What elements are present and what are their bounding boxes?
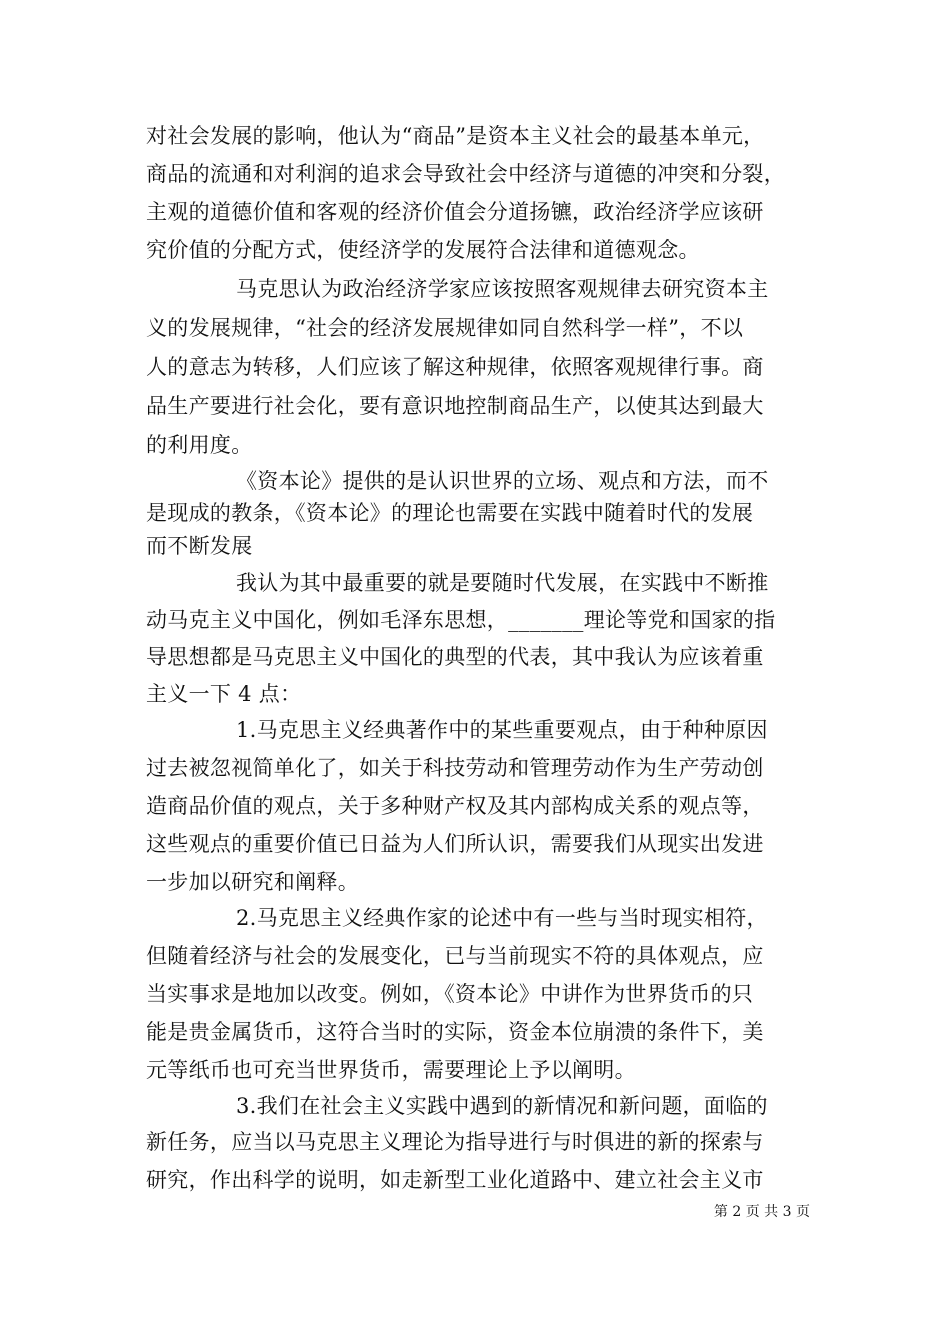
text-line: 商品的流通和对利润的追求会导致社会中经济与道德的冲突和分裂， xyxy=(146,162,785,186)
text-line: 人的意志为转移，人们应该了解这种规律，依照客观规律行事。商 xyxy=(146,355,764,379)
text-line: 1.马克思主义经典著作中的某些重要观点，由于种种原因 xyxy=(236,718,768,742)
text-line: 造商品价值的观点，关于多种财产权及其内部构成关系的观点等， xyxy=(146,794,764,818)
text-line: 主义一下 4 点： xyxy=(146,682,302,706)
text-line: 但随着经济与社会的发展变化，已与当前现实不符的具体观点，应 xyxy=(146,944,764,968)
text-line: 当实事求是地加以改变。例如，《资本论》中讲作为世界货币的只 xyxy=(146,982,754,1006)
text-line: 新任务，应当以马克思主义理论为指导进行与时俱进的新的探索与 xyxy=(146,1130,764,1154)
text-line: 过去被忽视简单化了，如关于科技劳动和管理劳动作为生产劳动创 xyxy=(146,756,764,780)
text-line: 这些观点的重要价值已日益为人们所认识，需要我们从现实出发进 xyxy=(146,832,764,856)
text-line: 研究，作出科学的说明，如走新型工业化道路中、建立社会主义市 xyxy=(146,1168,764,1192)
text-line: 一步加以研究和阐释。 xyxy=(146,870,359,894)
text-line: 能是贵金属货币，这符合当时的实际，资金本位崩溃的条件下，美 xyxy=(146,1020,764,1044)
text-line: 动马克主义中国化，例如毛泽东思想，_______理论等党和国家的指 xyxy=(146,608,776,632)
text-line: 对社会发展的影响，他认为“商品”是资本主义社会的最基本单元， xyxy=(146,124,765,148)
text-line: 我认为其中最重要的就是要随时代发展，在实践中不断推 xyxy=(236,571,769,595)
text-line: 元等纸币也可充当世界货币，需要理论上予以阐明。 xyxy=(146,1058,636,1082)
text-line: 3.我们在社会主义实践中遇到的新情况和新问题，面临的 xyxy=(236,1094,768,1118)
text-line: 而不断发展 xyxy=(146,534,253,558)
text-line: 主观的道德价值和客观的经济价值会分道扬镳，政治经济学应该研 xyxy=(146,200,764,224)
text-line: 《资本论》提供的是认识世界的立场、观点和方法，而不 xyxy=(236,469,769,493)
page-number-footer: 第 2 页 共 3 页 xyxy=(713,1204,810,1220)
text-line: 品生产要进行社会化，要有意识地控制商品生产，以使其达到最大 xyxy=(146,394,764,418)
text-line: 义的发展规律，“社会的经济发展规律如同自然科学一样”，不以 xyxy=(146,316,744,340)
text-line: 是现成的教条，《资本论》的理论也需要在实践中随着时代的发展 xyxy=(146,501,754,525)
text-line: 的利用度。 xyxy=(146,433,253,457)
text-line: 2.马克思主义经典作家的论述中有一些与当时现实相符， xyxy=(236,906,768,930)
text-line: 究价值的分配方式，使经济学的发展符合法律和道德观念。 xyxy=(146,238,700,262)
text-line: 马克思认为政治经济学家应该按照客观规律去研究资本主 xyxy=(236,277,769,301)
text-line: 导思想都是马克思主义中国化的典型的代表，其中我认为应该着重 xyxy=(146,645,764,669)
